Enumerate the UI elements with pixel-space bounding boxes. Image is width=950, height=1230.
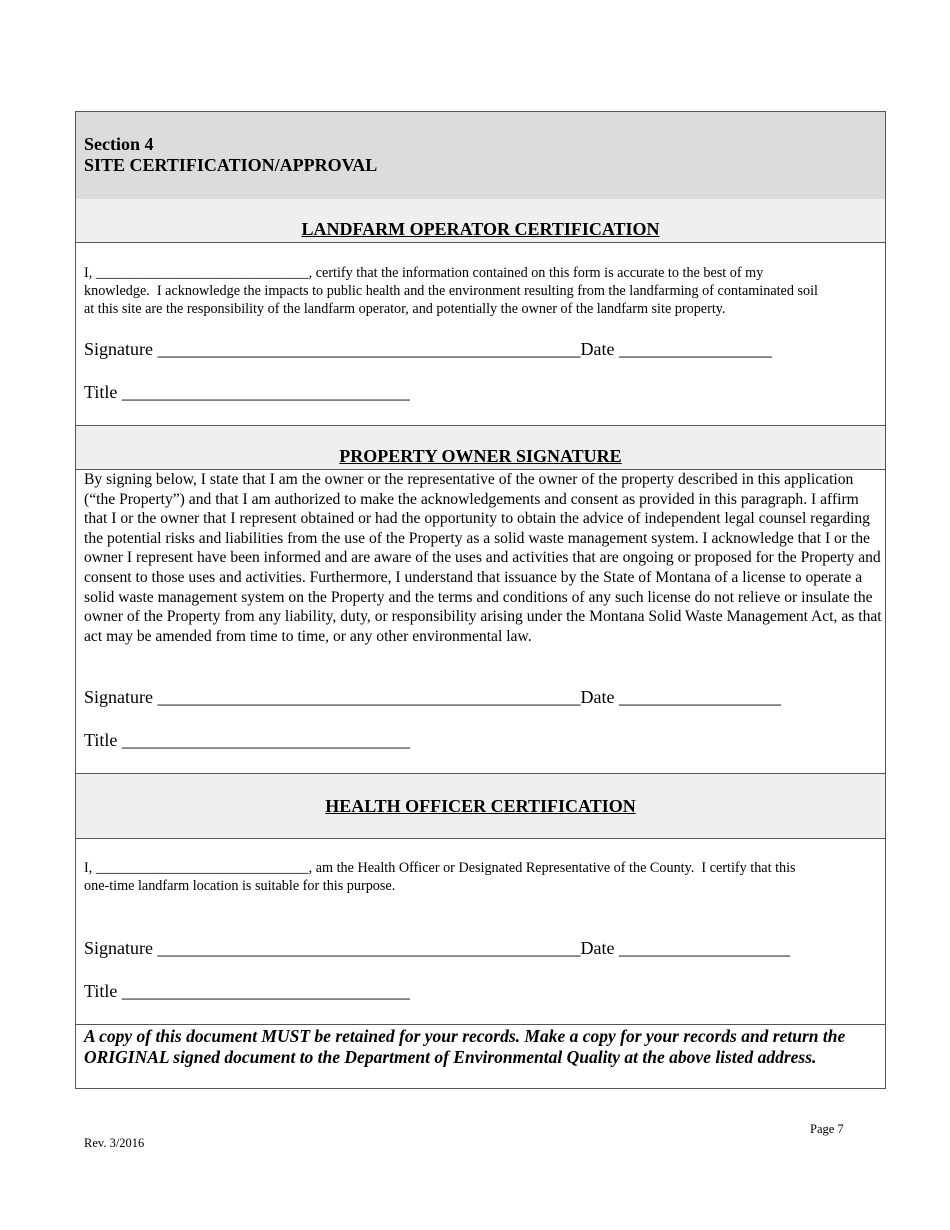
owner-signature-date-field[interactable]: Signature _______________________________________________Date __________________	[84, 687, 781, 707]
section-header	[76, 112, 885, 200]
health-heading: HEALTH OFFICER CERTIFICATION	[325, 796, 636, 816]
notice-divider	[76, 1024, 885, 1025]
revision-date: Rev. 3/2016	[84, 1136, 145, 1150]
operator-statement-line: at this site are the responsibility of the landfarm operator, and potentially the owner of the landfarm site property.	[84, 301, 726, 317]
certification-form	[75, 111, 886, 1089]
owner-header	[76, 425, 885, 470]
operator-header	[76, 199, 885, 243]
health-statement-line: one-time landfarm location is suitable for this purpose.	[84, 878, 396, 894]
operator-title-field[interactable]: Title ________________________________	[84, 382, 410, 402]
health-title-field[interactable]: Title ________________________________	[84, 981, 410, 1001]
section-title: SITE CERTIFICATION/APPROVAL	[84, 155, 378, 175]
operator-statement-line: I, ______________________________, certify that the information contained on this form is accurate to the best of my	[84, 265, 764, 281]
section-number: Section 4	[84, 134, 154, 154]
health-signature-date-field[interactable]: Signature _______________________________________________Date ___________________	[84, 938, 790, 958]
retention-notice: A copy of this document MUST be retained for your records. Make a copy for your records and return the ORIGINAL signed document to the Department of Environmental Quality at the above listed address.	[84, 1026, 846, 1067]
operator-statement-line: knowledge. I acknowledge the impacts to public health and the environment resulting from the landfarming of contaminated soil	[84, 283, 818, 299]
health-header	[76, 773, 885, 839]
page-number: Page 7	[810, 1122, 844, 1136]
operator-heading: LANDFARM OPERATOR CERTIFICATION	[301, 219, 660, 239]
owner-heading: PROPERTY OWNER SIGNATURE	[339, 446, 622, 466]
health-statement-line: I, ______________________________, am the Health Officer or Designated Representative of the County. I certify that this	[84, 860, 796, 876]
operator-signature-date-field[interactable]: Signature _______________________________________________Date _________________	[84, 339, 772, 359]
owner-consent-paragraph: By signing below, I state that I am the owner or the representative of the owner of the property described in this application (“the Property”) and that I am authorized to make the acknowledgements and consent as provided in this paragraph. I affirm that I or the owner that I represent obtained or had the opportunity to obtain the advice of independent legal counsel regarding the potential risks and liabilities from the use of the Property as a solid waste management system. I acknowledge that I or the owner I represent have been informed and are aware of the uses and activities that are ongoing or proposed for the Property and consent to those uses and activities. Furthermore, I understand that issuance by the State of Montana of a license to operate a solid waste management system on the Property and the terms and conditions of any such license do not relieve or insulate the owner of the Property from any liability, duty, or responsibility arising under the Montana Solid Waste Management Act, as that act may be amended from time to time, or any other environmental law.	[84, 471, 882, 645]
owner-title-field[interactable]: Title ________________________________	[84, 730, 410, 750]
